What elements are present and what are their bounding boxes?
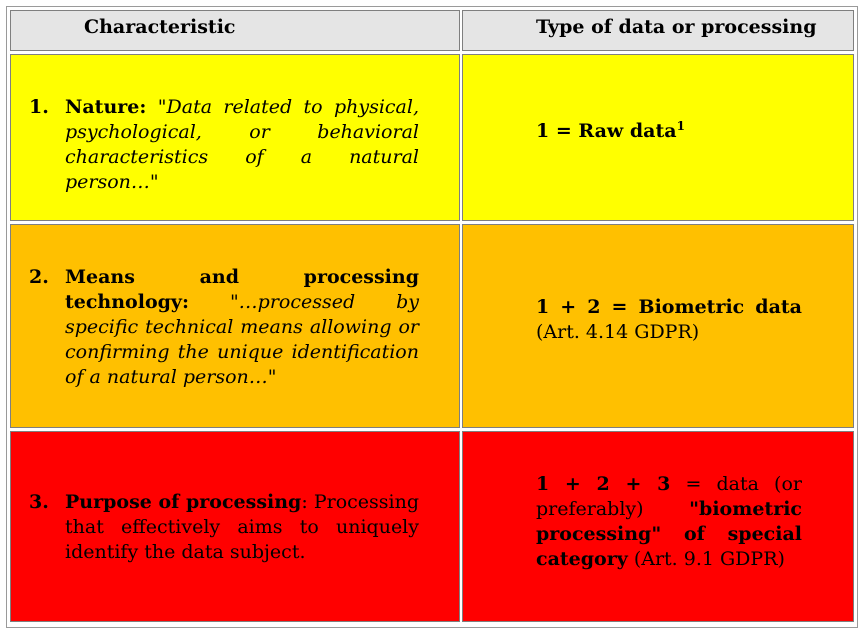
row-3-result-formula: 1 + 2 + 3 (536, 473, 671, 495)
header-type (462, 10, 854, 51)
row-3-result-category: "biometric processing" of special category (536, 498, 802, 570)
row-3-description: Processing that effectively aims to uniquely identify the data subject. (65, 491, 419, 563)
row-3-type (462, 431, 854, 622)
row-2-term: Means and processing technology: (65, 266, 419, 313)
row-1-number: 1. (29, 96, 49, 118)
row-1-text (65, 95, 419, 195)
header-type-label: Type of data or processing (536, 16, 817, 38)
row-1-result (536, 119, 802, 144)
row-2-description: "…processed by specific technical means allowing or confirming the unique identification of a natural person…" (65, 291, 420, 388)
row-3-term-suffix: : (301, 491, 308, 513)
row-2-type (462, 224, 854, 428)
header-characteristic (10, 10, 460, 51)
row-1-characteristic (10, 54, 460, 221)
row-3-characteristic (10, 431, 460, 622)
row-1-result-text: 1 = Raw data (536, 120, 677, 142)
row-3-result (536, 472, 802, 572)
row-3-term: Purpose of processing (65, 491, 302, 513)
row-2-article-ref: (Art. 4.14 GDPR) (536, 321, 700, 343)
row-2-characteristic (10, 224, 460, 428)
row-3-number: 3. (29, 491, 49, 513)
row-2-result-text: 1 + 2 = Biometric data (536, 296, 802, 318)
row-2-text (65, 265, 419, 390)
row-3-text (65, 490, 419, 565)
row-1-term: Nature: (65, 96, 147, 118)
row-2-number: 2. (29, 266, 49, 288)
row-1-description: "Data related to physical, psychological, or behavioral characteristics of a natural person…" (65, 96, 420, 193)
row-3-article-ref: (Art. 9.1 GDPR) (633, 548, 785, 570)
row-2-result (536, 295, 802, 345)
row-1-footnote-marker: 1 (676, 119, 685, 133)
header-characteristic-label: Characteristic (84, 16, 236, 38)
row-1-type (462, 54, 854, 221)
row-3-result-data: = data (or preferably) (536, 473, 802, 520)
